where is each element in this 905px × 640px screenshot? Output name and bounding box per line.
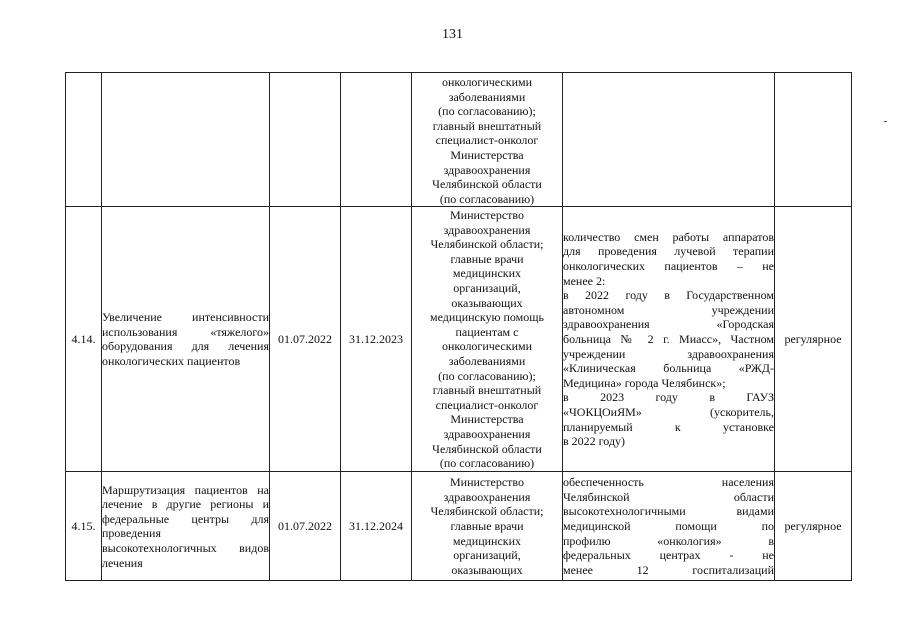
table-row-4-15 (66, 472, 852, 581)
responsible-line: Министерство (450, 475, 524, 490)
result-line: в 2022 году) (563, 434, 626, 449)
scan-mark (884, 121, 887, 122)
result-line: «ЧОКЦОиЯМ» (ускоритель, (563, 405, 774, 420)
responsible-line: Челябинской области (432, 177, 542, 192)
activity-cell: Увеличение интенсивности использования «тяжелого» оборудования для лечения онкологических пациентов (102, 207, 270, 472)
end-date-cell: 31.12.2023 (341, 207, 412, 472)
responsible-line: Челябинской области (432, 441, 542, 456)
result-line: медицинской помощи по (563, 519, 774, 534)
responsible-line: Министерства (450, 147, 524, 162)
type-cell: регулярное (775, 472, 852, 581)
plan-table (65, 72, 852, 581)
responsible-cell (412, 472, 563, 581)
result-line: количество смен работы аппаратов (563, 229, 774, 244)
result-line: федеральных центрах - не (563, 548, 774, 563)
responsible-line: главный внештатный (432, 383, 542, 398)
result-line: для проведения лучевой терапии (563, 244, 774, 259)
responsible-line: онкологическими (441, 75, 533, 89)
responsible-line: специалист-онколог (435, 133, 539, 148)
responsible-line: оказывающих (451, 562, 523, 577)
type-cell: регулярное (775, 207, 852, 472)
result-line: менее 2: (563, 273, 606, 288)
responsible-line: главный внештатный (432, 118, 542, 133)
result-line: Медицина» города Челябинск»; (563, 375, 726, 390)
responsible-line: заболеваниями (448, 89, 526, 104)
responsible-line: Челябинской области; (430, 504, 544, 519)
responsible-line: (по согласованию) (439, 191, 535, 206)
responsible-line: здравоохранения (443, 162, 531, 177)
table-row-4-14 (66, 207, 852, 472)
responsible-line: здравоохранения (443, 489, 531, 504)
start-date-cell: 01.07.2022 (270, 207, 341, 472)
table-row-continuation (66, 73, 852, 207)
result-line: в 2022 году в Государственном (563, 288, 774, 303)
responsible-line: специалист-онколог (435, 397, 539, 412)
responsible-line: медицинскую помощь (429, 310, 544, 325)
responsible-line: здравоохранения (443, 426, 531, 441)
responsible-line: (по согласованию); (438, 368, 536, 383)
end-date-cell (341, 73, 412, 207)
responsible-line: медицинских (452, 533, 522, 548)
responsible-line: организаций, (453, 548, 521, 563)
responsible-line: онкологическими (441, 339, 533, 354)
result-line: Челябинской области (563, 489, 774, 504)
responsible-line: пациентам с (455, 324, 519, 339)
result-line: онкологических пациентов – не (563, 259, 774, 274)
result-cell (563, 73, 775, 207)
item-number-cell: 4.14. (66, 207, 102, 472)
responsible-line: Челябинской области; (430, 237, 544, 252)
responsible-line: организаций, (453, 280, 521, 295)
page-number: 131 (442, 27, 463, 42)
responsible-line: главные врачи (450, 519, 524, 534)
responsible-line: главные врачи (450, 251, 524, 266)
responsible-cell (412, 73, 563, 207)
result-line: высокотехнологичными видами (563, 504, 774, 519)
result-line: в 2023 году в ГАУЗ (563, 390, 774, 405)
end-date-cell: 31.12.2024 (341, 472, 412, 581)
activity-cell: Маршрутизация пациентов на лечение в другие регионы и федеральные центры для проведения высокотехнологичных видов лечения (102, 472, 270, 581)
type-cell (775, 73, 852, 207)
responsible-line: Министерство (450, 208, 524, 222)
result-cell (563, 207, 775, 472)
responsible-line: (по согласованию); (438, 104, 536, 119)
responsible-line: оказывающих (451, 295, 523, 310)
result-line: больница № 2 г. Миасс», Частном (563, 332, 774, 347)
result-line: автономном учреждении (563, 302, 774, 317)
activity-cell (102, 73, 270, 207)
responsible-line: (по согласованию) (439, 456, 535, 471)
item-number-cell (66, 73, 102, 207)
responsible-cell (412, 207, 563, 472)
result-line: обеспеченность населения (563, 475, 774, 490)
item-number-cell: 4.15. (66, 472, 102, 581)
responsible-line: заболеваниями (448, 353, 526, 368)
responsible-line: медицинских (452, 266, 522, 281)
responsible-line: Министерства (450, 412, 524, 427)
result-cell (563, 472, 775, 581)
result-line: менее 12 госпитализаций (563, 562, 774, 577)
responsible-line: здравоохранения (443, 222, 531, 237)
start-date-cell (270, 73, 341, 207)
start-date-cell: 01.07.2022 (270, 472, 341, 581)
result-line: учреждении здравоохранения (563, 346, 774, 361)
result-line: профилю «онкология» в (563, 533, 774, 548)
result-line: планируемый к установке (563, 419, 774, 434)
result-line: «Клиническая больница «РЖД- (563, 361, 774, 376)
result-line: здравоохранения «Городская (563, 317, 774, 332)
